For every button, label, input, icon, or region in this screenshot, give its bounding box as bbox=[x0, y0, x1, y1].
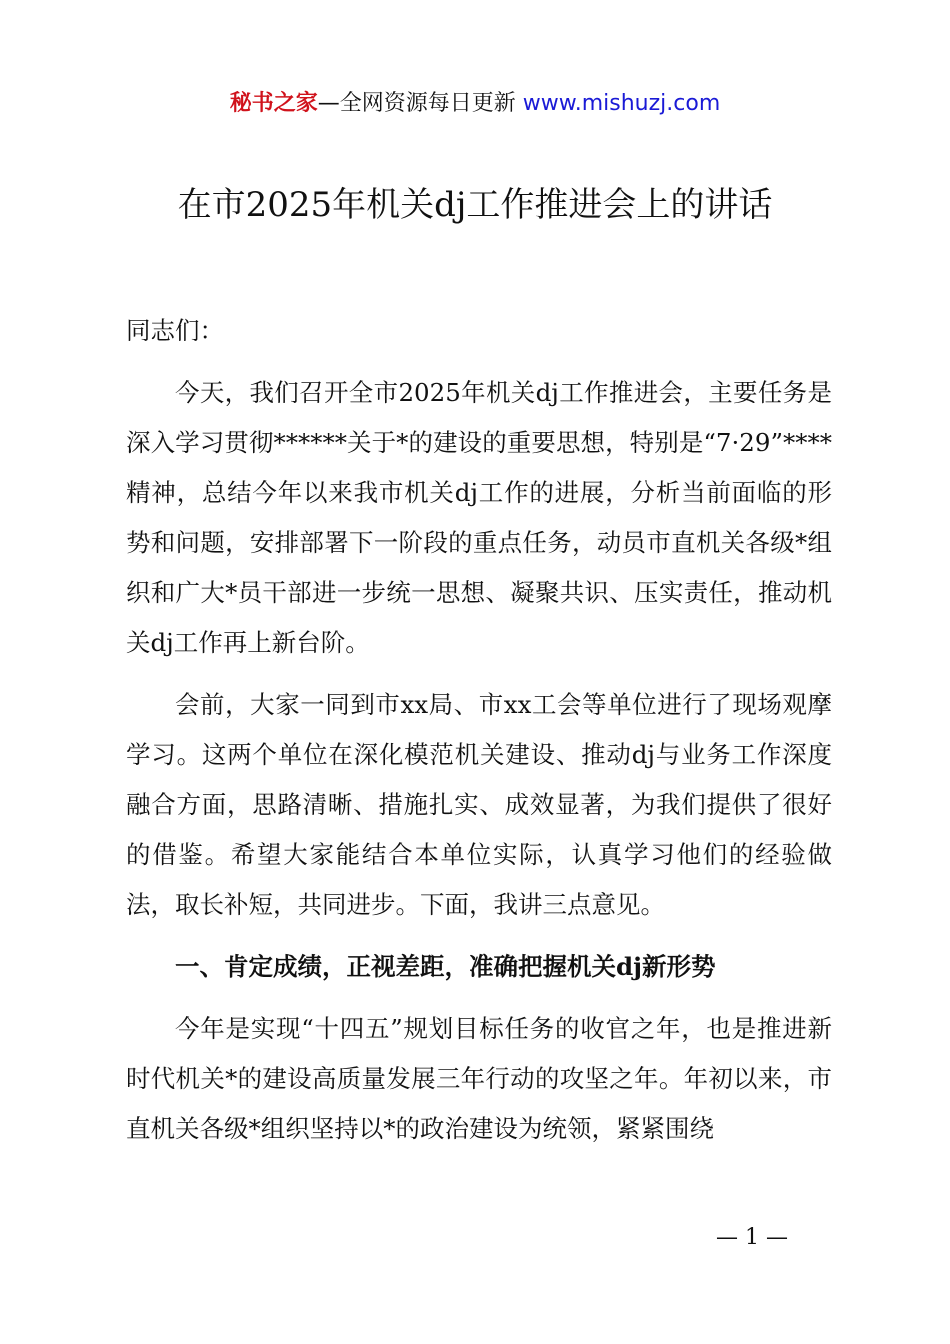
page-number: — 1 — bbox=[716, 1225, 788, 1250]
site-header bbox=[0, 88, 950, 120]
salutation: 同志们： bbox=[126, 316, 224, 345]
site-tagline: —全网资源每日更新 bbox=[317, 91, 523, 116]
paragraph-section-body: 今年是实现“十四五”规划目标任务的收官之年，也是推进新时代机关*的建设高质量发展三年行动的攻坚之年。年初以来，市直机关各级*组织坚持以*的政治建设为统领，紧紧围绕 bbox=[126, 1014, 832, 1143]
paragraph-preface: 会前，大家一同到市xx局、市xx工会等单位进行了现场观摩学习。这两个单位在深化模范机关建设、推动dj与业务工作深度融合方面，思路清晰、措施扎实、成效显著，为我们提供了很好的借鉴。希望大家能结合本单位实际，认真学习他们的经验做法，取长补短，共同进步。下面，我讲三点意见。 bbox=[126, 690, 832, 919]
paragraph-intro: 今天，我们召开全市2025年机关dj工作推进会，主要任务是深入学习贯彻******关于*的建设的重要思想，特别是“7·29”****精神，总结今年以来我市机关dj工作的进展，分析当前面临的形势和问题，安排部署下一阶段的重点任务，动员市直机关各级*组织和广大*员干部进一步统一思想、凝聚共识、压实责任，推动机关dj工作再上新台阶。 bbox=[126, 378, 832, 657]
site-brand: 秘书之家 bbox=[229, 91, 318, 116]
section-heading: 一、肯定成绩，正视差距，准确把握机关dj新形势 bbox=[175, 952, 716, 981]
site-url-link[interactable]: www.mishuzj.com bbox=[522, 91, 721, 116]
document-title: 在市2025年机关dj工作推进会上的讲话 bbox=[177, 185, 773, 225]
